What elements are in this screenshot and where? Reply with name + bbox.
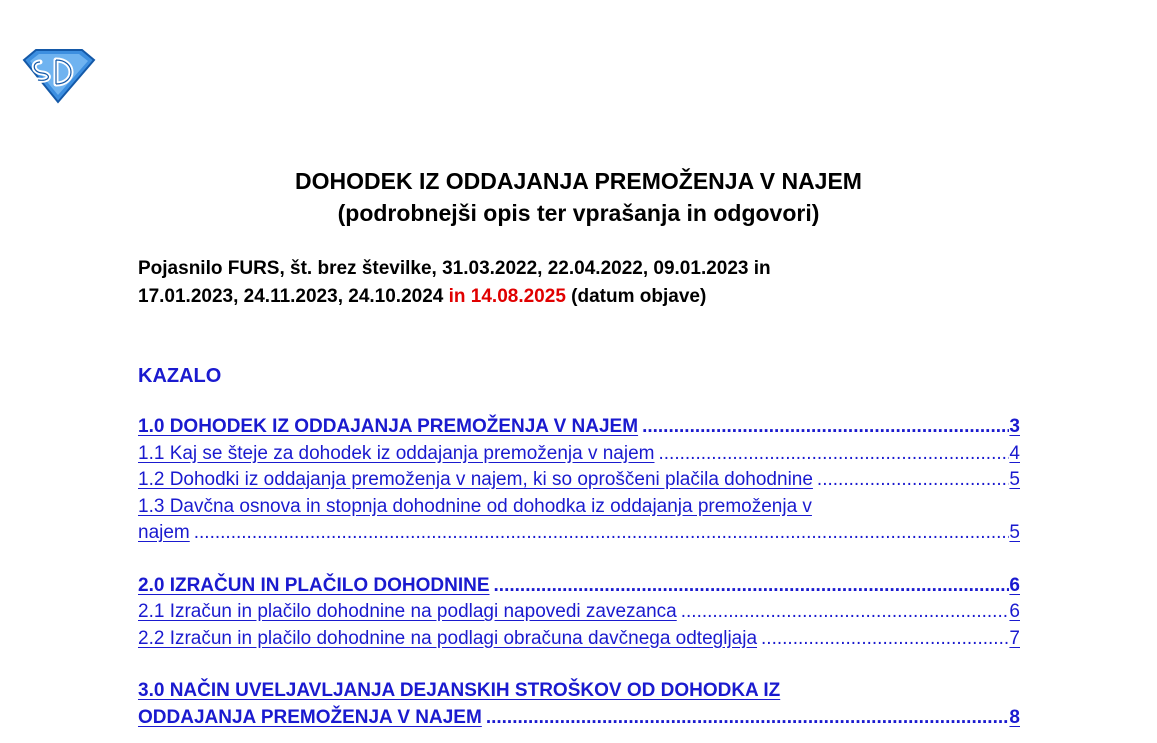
toc-entry-2-2[interactable] [138,626,1020,653]
toc-entry-label[interactable]: 1.3 Davčna osnova in stopnja dohodnine od dohodka iz oddajanja premoženja v [138,495,812,517]
toc-page-number[interactable]: 6 [1009,574,1020,596]
toc-leader-dots [681,599,1010,626]
toc-entry-1-3-line-2[interactable] [138,520,1020,547]
toc-entry-label[interactable]: 1.0 DOHODEK IZ ODDAJANJA PREMOŽENJA V NAJEM [138,416,639,437]
toc-entry-label[interactable]: 2.1 Izračun in plačilo dohodnine na podlagi napovedi zavezanca [138,601,677,622]
toc-heading: KAZALO [138,365,222,387]
toc-entry-label[interactable]: 2.0 IZRAČUN IN PLAČILO DOHODNINE [138,574,490,596]
toc-leader-dots [494,573,1010,600]
toc-page-number[interactable]: 5 [1009,522,1020,543]
toc-entry-1-3-line-1[interactable] [138,494,1020,521]
toc-entry-label[interactable]: 2.2 Izračun in plačilo dohodnine na podlagi obračuna davčnega odtegljaja [138,627,758,649]
source-text-3: (datum objave) [565,286,707,307]
toc-leader-dots [817,467,1010,494]
document-title [0,165,1157,229]
toc-leader-dots [486,705,1010,732]
toc-entry-label[interactable]: najem [138,522,190,543]
source-text-2: 17.01.2023, 24.11.2023, 24.10.2024 [138,286,449,307]
toc-entry-label[interactable]: 1.1 Kaj se šteje za dohodek iz oddajanja premoženja v najem [138,442,655,464]
toc-entry-3-0-line-2[interactable] [138,705,1020,732]
toc-page-number[interactable]: 4 [1009,442,1020,464]
toc-page-number[interactable]: 5 [1009,469,1020,490]
source-update-date: in 14.08.2025 [448,286,566,307]
toc-entry-label[interactable]: 3.0 NAČIN UVELJAVLJANJA DEJANSKIH STROŠKOV OD DOHODKA IZ [138,680,781,701]
toc-leader-dots [194,520,1010,547]
toc-entry-1-1[interactable] [138,441,1020,468]
toc-page-number[interactable]: 8 [1009,706,1020,728]
toc-entry-3-0-line-1[interactable] [138,678,1020,705]
toc-page-number[interactable]: 3 [1009,416,1020,437]
source-text-1: Pojasnilo FURS, št. brez številke, 31.03.2022, 22.04.2022, 09.01.2023 in [138,258,771,279]
sd-shield-logo-icon [22,46,96,104]
toc-leader-dots [642,414,1009,441]
source-note [138,255,1038,311]
toc-entry-2-1[interactable] [138,599,1020,626]
toc-entry-1-0[interactable] [138,414,1020,441]
toc-leader-dots [659,441,1010,468]
toc-leader-dots [761,626,1009,653]
table-of-contents [138,414,1020,731]
toc-page-number[interactable]: 6 [1009,601,1020,622]
title-line-2: (podrobnejši opis ter vprašanja in odgovori) [337,200,820,226]
toc-entry-label[interactable]: ODDAJANJA PREMOŽENJA V NAJEM [138,706,482,728]
title-line-1: DOHODEK IZ ODDAJANJA PREMOŽENJA V NAJEM [295,168,862,194]
toc-entry-1-2[interactable] [138,467,1020,494]
toc-entry-2-0[interactable] [138,573,1020,600]
toc-page-number[interactable]: 7 [1009,627,1020,649]
toc-entry-label[interactable]: 1.2 Dohodki iz oddajanja premoženja v najem, ki so oproščeni plačila dohodnine [138,469,813,490]
